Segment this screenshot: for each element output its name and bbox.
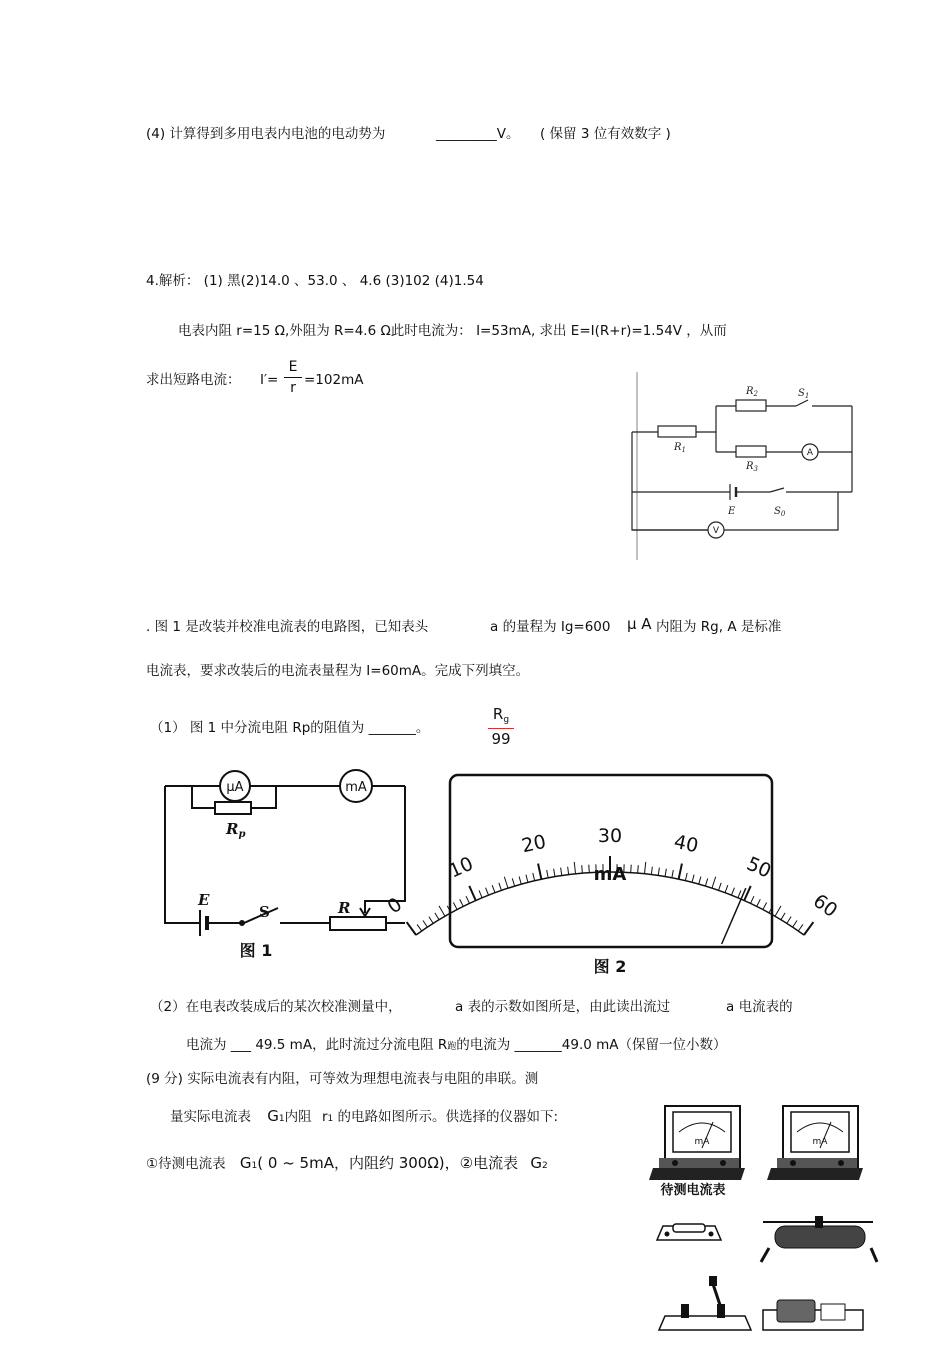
q2-line2-sub: 跑 (447, 1042, 457, 1052)
rheostat-label: R (338, 899, 351, 917)
q9-line2-r-sub: 1 (327, 1114, 334, 1124)
milliammeter-label: mA (345, 780, 367, 795)
fraction-numerator: E (288, 359, 298, 375)
q1-text: （1） 图 1 中分流电阻 Rp的阻值为 _______。 (150, 720, 430, 736)
q9-line3-g2: G (530, 1154, 543, 1172)
q9-line2 (170, 1109, 558, 1125)
meter-1-label: mA (694, 1137, 710, 1147)
meter-tick (417, 924, 422, 931)
q1-fraction-denominator: 99 (491, 730, 511, 748)
q9-line3-g2-sub: 2 (542, 1161, 548, 1171)
q9-line2-g-sub: 1 (278, 1114, 285, 1124)
figure-1-caption: 图 1 (239, 941, 273, 960)
q9-line2-b: 内阻 (284, 1109, 312, 1125)
q4-blank: _________V。 (436, 126, 520, 142)
meter-tick (423, 920, 427, 927)
q9-line3-a: ①待测电流表 (146, 1156, 226, 1172)
q2-line1-c: a 电流表的 (726, 999, 793, 1015)
s0-label: $S_0$ (774, 506, 786, 518)
q9-line2-c: 的电路如图所示。供选择的仪器如下: (337, 1109, 559, 1125)
r3-label: $R_3$ (746, 461, 758, 473)
rp-label: $R_p$ (226, 820, 246, 840)
ammeter-g1-picture (649, 1106, 745, 1180)
q2-line2-b: 的电流为 _______49.0 mA（保留一位小数） (456, 1037, 727, 1053)
q9-line2-r: r (321, 1109, 328, 1125)
fraction-bar (284, 377, 302, 378)
meter-tick-label: 0 (383, 893, 407, 919)
meter-tick-label: 10 (445, 852, 477, 883)
meter-tick (429, 917, 433, 924)
battery-picture (763, 1300, 863, 1330)
knife-switch-picture (659, 1276, 751, 1330)
meter-tick-label: 50 (743, 852, 775, 883)
meter-tick-label: 20 (519, 830, 549, 858)
problem-line1-a: . 图 1 是改装并校准电流表的电路图，已知表头 (146, 619, 429, 635)
r2-label: $R_2$ (746, 386, 758, 398)
q2-line2 (186, 1039, 727, 1053)
short-circuit-fraction (284, 360, 302, 395)
meter-tick (775, 906, 781, 916)
meter-tick (582, 865, 583, 873)
analysis-line2-var: I′= (260, 372, 279, 388)
figure-2-caption: 图 2 (593, 957, 627, 976)
meter-tick (793, 920, 797, 927)
q9-line3-g: G (239, 1154, 252, 1172)
analysis-line2-prefix: 求出短路电流： (146, 372, 241, 388)
ammeter-g2-picture (767, 1106, 863, 1180)
q9-line3-b: ( 0 ~ 5mA，内阻约 300Ω)，②电流表 (257, 1154, 519, 1172)
meter-tick (798, 924, 803, 931)
figure-1-circuit (160, 768, 410, 963)
problem-line2: 电流表，要求改装后的电流表量程为 I=60mA。完成下列填空。 (146, 663, 530, 679)
meter-unit-label: mA (593, 864, 627, 885)
meter-tick-label: 40 (671, 830, 701, 858)
meter-tick-label: 30 (597, 825, 623, 847)
q4-note: ( 保留 3 位有效数字 ) (540, 126, 671, 142)
rheostat-picture (761, 1216, 877, 1262)
microammeter-label: μA (226, 780, 244, 795)
meter-tick (787, 917, 791, 924)
q1-fraction-bar (488, 728, 514, 729)
q9-line1: (9 分) 实际电流表有内阻，可等效为理想电流表与电阻的串联。测 (146, 1071, 539, 1087)
meter-tick-label: 60 (808, 889, 842, 922)
q2-line1-a: （2）在电表改装成后的某次校准测量中， (150, 999, 402, 1015)
meter-tick (804, 922, 813, 935)
fixed-resistor-picture (657, 1224, 721, 1240)
figure-2-meter (383, 772, 842, 982)
q1-fraction-numerator: $R_g$ (492, 705, 510, 725)
meter-tick (435, 913, 439, 920)
g1-caption: 待测电流表 (660, 1183, 726, 1198)
circuit-diagram-top (620, 372, 860, 562)
meter-tick (781, 913, 785, 920)
meter-tick (638, 865, 639, 873)
switch-label: S (259, 903, 270, 921)
q4-text: (4) 计算得到多用电表内电池的电动势为 (146, 126, 386, 142)
analysis-line1: 电表内阻 r=15 Ω,外阻为 R=4.6 Ω此时电流为： I=53mA, 求出 E=I(R+r)=1.54V ，从而 (178, 323, 727, 339)
q9-line3-g-sub: 1 (251, 1161, 258, 1171)
q2-line2-a: 电流为 ___ 49.5 mA，此时流过分流电阻 R (186, 1037, 448, 1053)
analysis-line2-suffix: =102mA (304, 372, 364, 388)
e-label: E (728, 506, 736, 517)
analysis-heading: 4.解析： (1) 黑(2)14.0 、53.0 、 4.6 (3)102 (4)1.54 (146, 273, 484, 289)
q9-line3 (146, 1156, 548, 1172)
instrument-illustrations (645, 1098, 875, 1343)
fraction-denominator: r (290, 380, 296, 396)
ammeter-symbol: A (806, 448, 814, 458)
r1-label: $R_1$ (674, 442, 686, 454)
voltmeter-symbol: V (712, 526, 720, 536)
q2-line1-b: a 表的示数如图所是，由此读出流过 (455, 999, 671, 1015)
problem-line1-b: a 的量程为 Ig=600 (490, 619, 611, 635)
q9-line2-a: 量实际电流表 (170, 1109, 251, 1125)
battery-label: E (198, 891, 210, 909)
s1-label: $S_1$ (798, 388, 810, 400)
q9-line2-g: G (267, 1107, 279, 1125)
meter-tick (589, 865, 590, 873)
q1-answer-fraction (488, 707, 514, 747)
meter-tick (631, 865, 632, 873)
meter-tick (439, 906, 445, 916)
meter-2-label: mA (812, 1137, 828, 1147)
problem-line1-c: 内阻为 Rg, A 是标准 (656, 619, 782, 635)
problem-line1-mu: μ A (627, 615, 652, 633)
